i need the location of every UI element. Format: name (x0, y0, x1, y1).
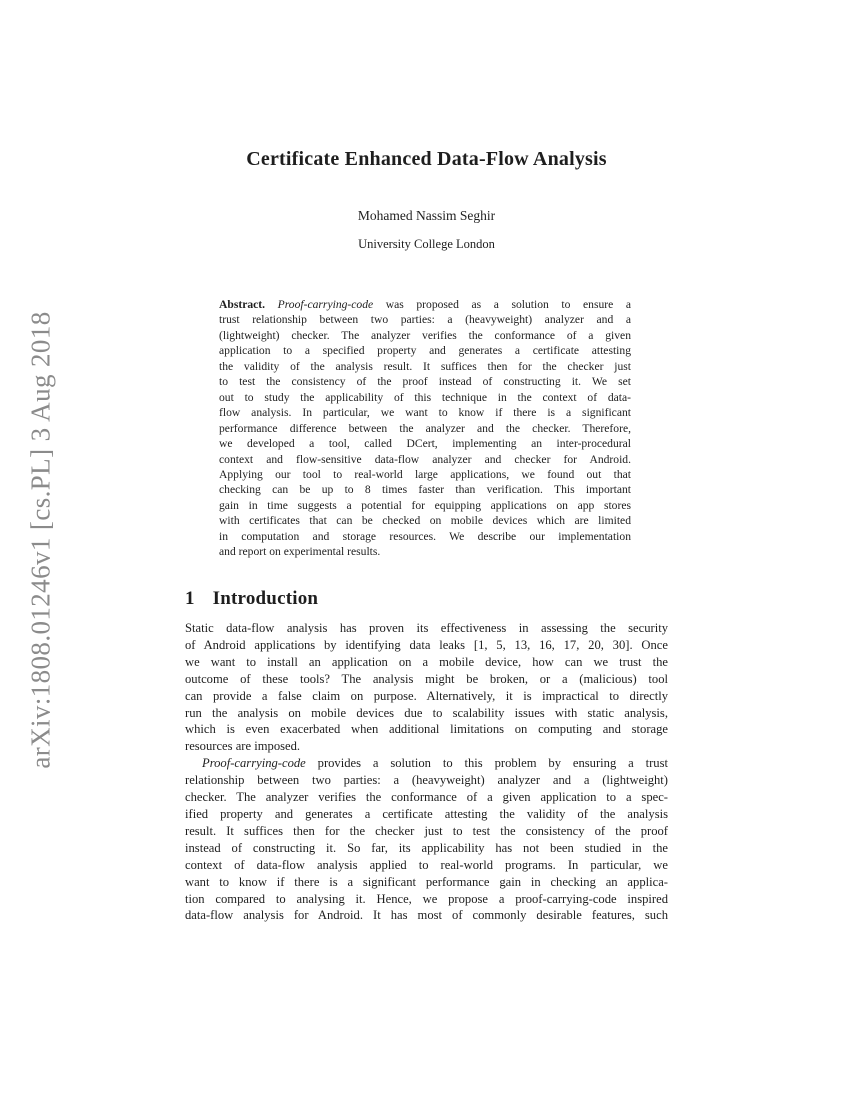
text-line: context of data-flow analysis applied to real-world programs. In particular, we (185, 857, 668, 872)
abstract-block (219, 297, 631, 560)
text-line: instead of constructing it. So far, its applicability has not been studied in the (185, 840, 668, 855)
text-line: ified property and generates a certificate attesting the validity of the analysis (185, 806, 668, 821)
text-line: result. It suffices then for the checker just to test the consistency of the proof (185, 823, 668, 838)
text-line: application to a specified property and generates a certificate attesting (219, 344, 631, 358)
author-name: Mohamed Nassim Seghir (357, 208, 496, 223)
text-line: performance difference between the analyzer and the checker. Therefore, (219, 421, 631, 435)
text-line: the validity of the analysis result. It suffices then for the checker just (219, 359, 631, 373)
text-line: Static data-flow analysis has proven its effectiveness in assessing the security (185, 621, 668, 635)
text-line: checker. The analyzer verifies the conformance of a given application to a spec- (185, 790, 668, 805)
text-line: flow analysis. In particular, we want to know if there is a significant (219, 406, 631, 420)
text-line: (lightweight) checker. The analyzer verifies the conformance of a given (219, 328, 631, 342)
text-line: and report on experimental results. (219, 545, 381, 559)
text-line: Abstract. Proof-carrying-code was proposed as a solution to ensure a (219, 298, 631, 311)
text-line: we developed a tool, called DCert, implementing an inter-procedural (219, 437, 631, 451)
section-title: Introduction (212, 588, 319, 609)
text-line: outcome of these tools? The analysis might be broken, or a (malicious) tool (185, 671, 668, 686)
text-line: tion compared to analysing it. Hence, we propose a proof-carrying-code inspired (185, 891, 668, 906)
text-line: with certificates that can be checked on mobile devices which are limited (219, 514, 631, 528)
paper-title: Certificate Enhanced Data-Flow Analysis (246, 148, 607, 170)
text-line: we want to install an application on a mobile device, how can we trust the (185, 654, 668, 669)
text-line: of Android applications by identifying data leaks [1, 5, 13, 16, 17, 20, 30]. Once (185, 637, 668, 652)
paragraph (185, 755, 668, 924)
text-line: context and flow-sensitive data-flow analyzer and checker for Android. (219, 452, 631, 466)
text-line: Applying our tool to real-world large applications, we found out that (219, 467, 631, 481)
text-line: run the analysis on mobile devices due to scalability issues with static analysis, (185, 705, 668, 720)
introduction-text (185, 620, 668, 924)
section-heading-introduction (185, 588, 318, 610)
text-line: which is even exacerbated when additional limitations on computing and storage (185, 722, 668, 737)
text-line: relationship between two parties: a (heavyweight) analyzer and a (lightweight) (185, 773, 668, 788)
text-line: to test the consistency of the proof instead of constructing it. We set (219, 375, 631, 389)
text-line: Proof-carrying-code provides a solution to this problem by ensuring a trust (202, 756, 668, 771)
text-line: resources are imposed. (185, 739, 301, 754)
text-line: in computation and storage resources. We describe our implementation (219, 529, 631, 543)
text-line: checking can be up to 8 times faster than verification. This important (219, 483, 631, 497)
text-line: can provide a false claim on purpose. Alternatively, it is impractical to directly (185, 688, 668, 703)
text-line: trust relationship between two parties: a (heavyweight) analyzer and a (219, 313, 631, 327)
text-line: data-flow analysis for Android. It has most of commonly desirable features, such (185, 908, 668, 923)
text-line: gain in time suggests a potential for equipping applications on app stores (219, 498, 631, 512)
arxiv-watermark: arXiv:1808.01246v1 [cs.PL] 3 Aug 2018 (25, 311, 56, 769)
text-line: want to know if there is a significant performance gain in checking an applica- (185, 874, 668, 889)
text-line: out to study the applicability of this technique in the context of data- (219, 390, 631, 404)
paragraph (185, 620, 668, 755)
section-number: 1 (185, 588, 195, 609)
author-affiliation: University College London (358, 237, 495, 251)
